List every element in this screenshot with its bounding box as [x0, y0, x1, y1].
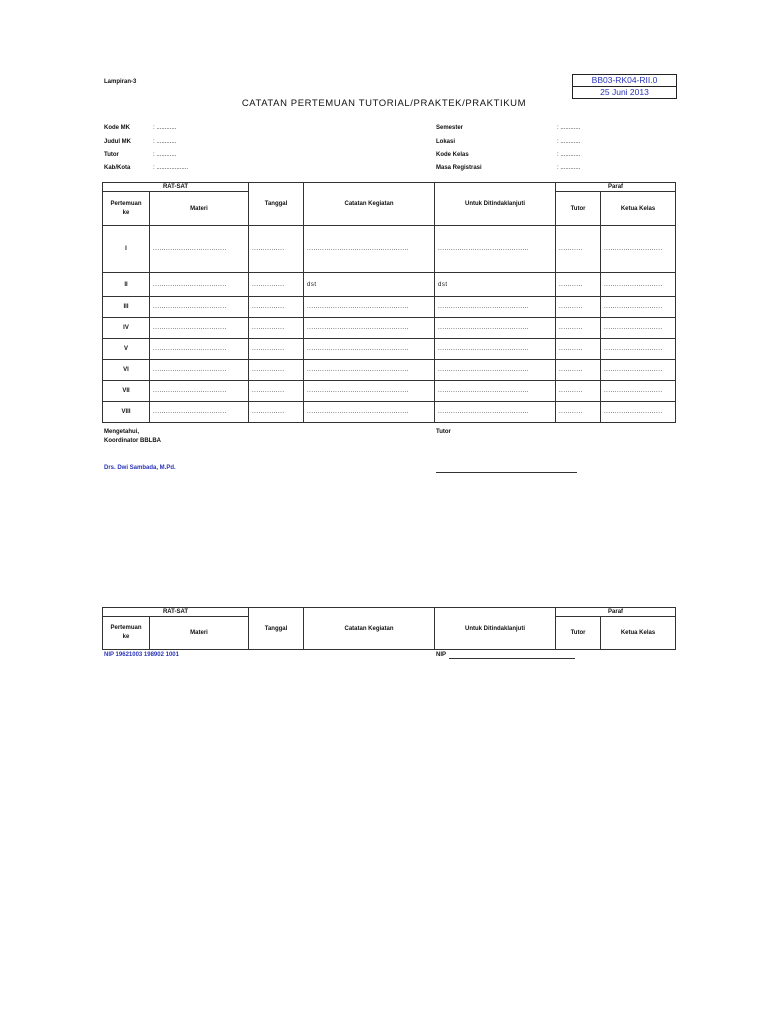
cell-materi: ..................................	[150, 226, 249, 273]
col-materi: Materi	[150, 617, 249, 650]
col-tindak: Untuk Ditindaklanjuti	[435, 183, 556, 226]
group-paraf: Paraf	[556, 183, 676, 192]
col-ketua: Ketua Kelas	[601, 192, 676, 226]
table-row	[103, 226, 676, 273]
info-left-label: Kode MK	[104, 125, 130, 131]
cell-ketua: ...........................	[601, 273, 676, 297]
meeting-number: V	[103, 339, 150, 360]
cell-tanggal: ...............	[249, 381, 304, 402]
doc-date: 25 Juni 2013	[573, 86, 676, 98]
col-tindak: Untuk Ditindaklanjuti	[435, 608, 556, 650]
attachment-label: Lampiran-3	[104, 79, 137, 85]
tutor-signature-line	[436, 472, 577, 473]
info-right-value: : ............	[557, 152, 581, 158]
cell-tutor: ...........	[556, 297, 601, 318]
cell-materi: ..................................	[150, 273, 249, 297]
meeting-number: II	[103, 273, 150, 297]
cell-tindak: ..........................................	[435, 226, 556, 273]
info-left-label: Tutor	[104, 152, 119, 158]
table-row	[103, 360, 676, 381]
cell-materi: ..................................	[150, 339, 249, 360]
cell-tutor: ...........	[556, 402, 601, 423]
cell-materi: ..................................	[150, 318, 249, 339]
group-paraf: Paraf	[556, 608, 676, 617]
col-ketua: Ketua Kelas	[601, 617, 676, 650]
meeting-number: VII	[103, 381, 150, 402]
info-left-value: : ............	[153, 125, 177, 131]
cell-tutor: ...........	[556, 381, 601, 402]
table-row	[103, 297, 676, 318]
tutor-nip-label: NIP	[436, 652, 447, 658]
cell-tutor: ...........	[556, 318, 601, 339]
cell-tanggal: ...............	[249, 339, 304, 360]
meeting-number: VIII	[103, 402, 150, 423]
cell-tindak: ..........................................	[435, 402, 556, 423]
cell-tindak: dst	[435, 273, 556, 297]
cell-catatan: ...............................................	[304, 318, 435, 339]
cell-catatan: dst	[304, 273, 435, 297]
cell-tanggal: ...............	[249, 273, 304, 297]
doc-code-box	[572, 74, 677, 99]
meeting-number: VI	[103, 360, 150, 381]
repeat-header-table	[102, 607, 676, 650]
info-right-label: Kode Kelas	[436, 152, 469, 158]
cell-ketua: ...........................	[601, 402, 676, 423]
table-row	[103, 273, 676, 297]
info-left-value: : ............	[153, 139, 177, 145]
cell-tutor: ...........	[556, 360, 601, 381]
cell-catatan: ...............................................	[304, 297, 435, 318]
cell-catatan: ...............................................	[304, 226, 435, 273]
cell-catatan: ...............................................	[304, 339, 435, 360]
cell-tindak: ..........................................	[435, 339, 556, 360]
cell-ketua: ...........................	[601, 381, 676, 402]
col-pertemuan: Pertemuan ke	[103, 617, 150, 650]
col-catatan: Catatan Kegiatan	[304, 183, 435, 226]
table-row	[103, 339, 676, 360]
coordinator-nip: NIP 19621003 198902 1001	[104, 652, 179, 658]
cell-materi: ..................................	[150, 381, 249, 402]
cell-ketua: ...........................	[601, 297, 676, 318]
cell-catatan: ...............................................	[304, 402, 435, 423]
cell-tindak: ..........................................	[435, 360, 556, 381]
group-rat-sat: RAT-SAT	[103, 608, 249, 617]
meeting-number: I	[103, 226, 150, 273]
coordinator-name: Drs. Dwi Sambada, M.Pd.	[104, 465, 176, 471]
table-row	[103, 318, 676, 339]
cell-tindak: ..........................................	[435, 381, 556, 402]
cell-ketua: ...........................	[601, 339, 676, 360]
cell-tindak: ..........................................	[435, 318, 556, 339]
info-right-label: Masa Registrasi	[436, 165, 482, 171]
cell-tutor: ...........	[556, 339, 601, 360]
tutor-label: Tutor	[436, 429, 451, 435]
cell-tanggal: ...............	[249, 402, 304, 423]
col-materi: Materi	[150, 192, 249, 226]
table-row	[103, 381, 676, 402]
tutor-nip-line	[449, 658, 575, 659]
page-title: CATATAN PERTEMUAN TUTORIAL/PRAKTEK/PRAKTIKUM	[241, 98, 527, 109]
info-right-value: : ............	[557, 165, 581, 171]
info-right-value: : ............	[557, 125, 581, 131]
cell-tanggal: ...............	[249, 360, 304, 381]
meeting-number: IV	[103, 318, 150, 339]
acknowledge-label: Mengetahui,	[104, 429, 140, 435]
cell-materi: ..................................	[150, 360, 249, 381]
cell-tutor: ...........	[556, 273, 601, 297]
cell-catatan: ...............................................	[304, 381, 435, 402]
info-right-value: : ............	[557, 139, 581, 145]
cell-ketua: ...........................	[601, 226, 676, 273]
cell-ketua: ...........................	[601, 360, 676, 381]
meeting-number: III	[103, 297, 150, 318]
info-right-label: Semester	[436, 125, 464, 131]
cell-tanggal: ...............	[249, 297, 304, 318]
cell-tindak: ..........................................	[435, 297, 556, 318]
col-tanggal: Tanggal	[249, 183, 304, 226]
cell-materi: ..................................	[150, 402, 249, 423]
group-rat-sat: RAT-SAT	[103, 183, 249, 192]
cell-ketua: ...........................	[601, 318, 676, 339]
col-catatan: Catatan Kegiatan	[304, 608, 435, 650]
table-row	[103, 402, 676, 423]
cell-tutor: ...........	[556, 226, 601, 273]
info-left-value: : ...................	[153, 165, 189, 171]
info-right-label: Lokasi	[436, 139, 456, 145]
doc-code: BB03-RK04-RII.0	[591, 75, 658, 85]
cell-tanggal: ...............	[249, 226, 304, 273]
col-tutor: Tutor	[556, 192, 601, 226]
meeting-table	[102, 182, 676, 423]
col-tutor: Tutor	[556, 617, 601, 650]
info-left-label: Judul MK	[104, 139, 131, 145]
cell-materi: ..................................	[150, 297, 249, 318]
info-left-value: : ............	[153, 152, 177, 158]
info-left-label: Kab/Kota	[104, 165, 131, 171]
cell-catatan: ...............................................	[304, 360, 435, 381]
col-tanggal: Tanggal	[249, 608, 304, 650]
cell-tanggal: ...............	[249, 318, 304, 339]
col-pertemuan: Pertemuan ke	[103, 192, 150, 226]
coordinator-label: Koordinator BBLBA	[104, 438, 161, 444]
